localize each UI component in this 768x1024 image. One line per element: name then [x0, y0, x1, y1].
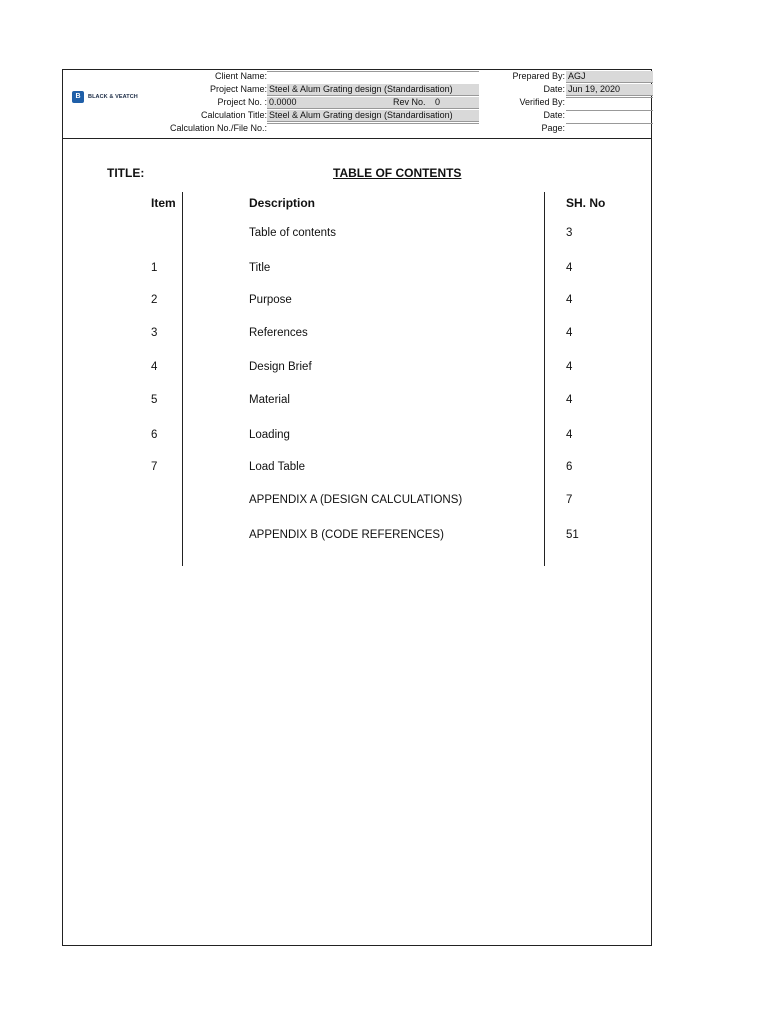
toc-item-description: Title [249, 262, 271, 274]
toc-item-sheet-no: 6 [566, 461, 573, 473]
toc-item-sheet-no: 3 [566, 227, 573, 239]
toc-item-number: 5 [151, 394, 158, 406]
sheet-header [63, 70, 651, 139]
project-no-label: Project No. : [217, 97, 267, 107]
column-divider-left [182, 192, 183, 566]
column-header-item: Item [151, 196, 176, 210]
title-label: TITLE: [107, 166, 145, 180]
prepared-by-label: Prepared By: [512, 71, 565, 81]
toc-item-number: 6 [151, 429, 158, 441]
toc-item-description: Load Table [249, 461, 306, 473]
toc-item-description: Loading [249, 429, 290, 441]
date-value[interactable]: Jun 19, 2020 [566, 84, 653, 96]
toc-item-number: 7 [151, 461, 158, 473]
date2-value[interactable] [566, 110, 653, 111]
client-name-label: Client Name: [214, 71, 267, 81]
toc-item-sheet-no: 4 [566, 262, 573, 274]
toc-item-description: APPENDIX A (DESIGN CALCULATIONS) [249, 494, 463, 506]
page-total-value[interactable] [610, 123, 653, 124]
client-name-value[interactable] [267, 71, 479, 72]
date2-label: Date: [543, 110, 565, 120]
column-divider-right [544, 192, 545, 566]
toc-item-description: Design Brief [249, 361, 312, 373]
verified-by-value[interactable] [566, 97, 653, 98]
toc-item-sheet-no: 4 [566, 361, 573, 373]
calc-no-value[interactable] [267, 123, 479, 124]
toc-item-sheet-no: 51 [566, 529, 579, 541]
verified-by-label: Verified By: [519, 97, 565, 107]
project-name-value[interactable]: Steel & Alum Grating design (Standardisation) [267, 84, 479, 96]
toc-item-number: 4 [151, 361, 158, 373]
toc-item-sheet-no: 4 [566, 429, 573, 441]
toc-item-number: 3 [151, 327, 158, 339]
toc-item-description: APPENDIX B (CODE REFERENCES) [249, 529, 444, 541]
calc-no-label: Calculation No./File No.: [169, 123, 267, 133]
prepared-by-value[interactable]: AGJ [566, 71, 653, 83]
rev-no-label: Rev No. [393, 97, 426, 107]
toc-item-sheet-no: 4 [566, 327, 573, 339]
column-header-sheet: SH. No [566, 196, 606, 210]
project-no-value[interactable]: 0.0000 [267, 97, 479, 109]
page-label: Page: [541, 123, 565, 133]
page-value[interactable] [566, 123, 610, 124]
column-header-description: Description [249, 196, 316, 210]
toc-item-description: Purpose [249, 294, 292, 306]
calculation-sheet [62, 69, 652, 946]
calc-title-value[interactable]: Steel & Alum Grating design (Standardisation) [267, 110, 479, 122]
toc-item-number: 2 [151, 294, 158, 306]
toc-item-sheet-no: 4 [566, 394, 573, 406]
toc-item-number: 1 [151, 262, 158, 274]
toc-item-description: References [249, 327, 308, 339]
toc-item-sheet-no: 4 [566, 294, 573, 306]
project-name-label: Project Name: [209, 84, 267, 94]
bv-logo-icon: B [72, 91, 84, 103]
rev-no-value[interactable]: 0 [435, 97, 441, 107]
toc-item-description: Material [249, 394, 290, 406]
toc-title: TABLE OF CONTENTS [333, 166, 462, 180]
calc-title-label: Calculation Title: [200, 110, 267, 120]
logo-text: BLACK & VEATCH [88, 93, 138, 100]
date-label: Date: [543, 84, 565, 94]
toc-item-description: Table of contents [249, 227, 336, 239]
toc-item-sheet-no: 7 [566, 494, 573, 506]
